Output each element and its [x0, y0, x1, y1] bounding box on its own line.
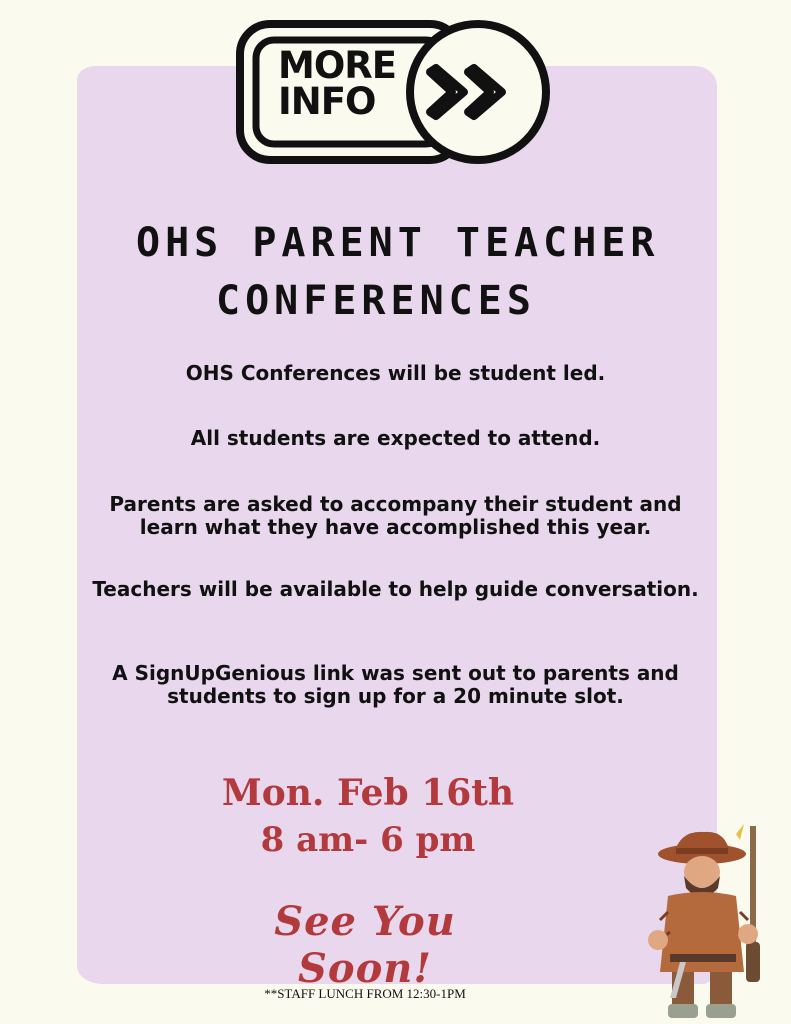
- page-title-line1: OHS PARENT TEACHER: [136, 220, 660, 266]
- info-paragraph: A SignUpGenious link was sent out to parents and students to sign up for a 20 minute slot.: [112, 661, 679, 708]
- event-time: 8 am- 6 pm: [260, 820, 476, 860]
- logo-text-line1: MORE: [278, 44, 397, 87]
- info-paragraph: Teachers will be available to help guide conversation.: [92, 577, 699, 601]
- more-info-text: [278, 44, 398, 123]
- footnote: **STAFF LUNCH FROM 12:30-1PM: [264, 986, 466, 1001]
- info-paragraph: Parents are asked to accompany their student and learn what they have accomplished this year.: [109, 492, 682, 539]
- info-paragraph: OHS Conferences will be student led.: [185, 361, 606, 385]
- logo-text-line2: INFO: [278, 80, 376, 123]
- page-title-line2: CONFERENCES: [216, 278, 536, 324]
- info-paragraph: All students are expected to attend.: [190, 426, 601, 450]
- frontiersman-mascot-icon: [640, 822, 780, 1022]
- event-date: Mon. Feb 16th: [221, 772, 515, 814]
- closing-message: See You Soon!: [274, 898, 456, 992]
